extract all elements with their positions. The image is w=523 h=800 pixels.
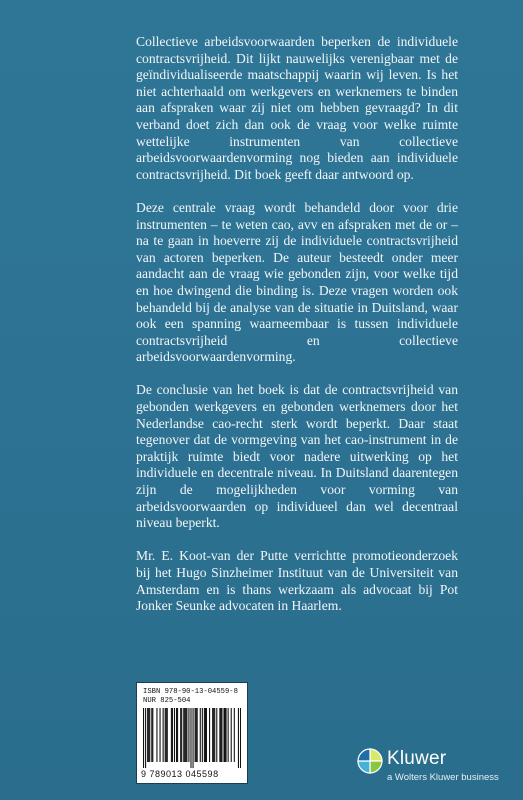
barcode-bar — [206, 708, 207, 762]
logo-quadrant — [358, 749, 370, 761]
barcode-bar — [186, 708, 187, 762]
barcode-bar — [181, 708, 182, 762]
barcode-bar — [180, 708, 181, 762]
barcode-bar — [219, 708, 220, 762]
barcode-bar — [184, 708, 185, 762]
blurb-paragraph-1: Collectieve arbeidsvoorwaarden beperken de individuele contractsvrijheid. Dit lijkt nauwelijks verenigbaar met de geïndividualiseerde maatschappij waarin wij leven. Is het niet achterhaald om werkgevers en werknemers te binden aan afspraken waar zij niet om hebben gevraagd? In dit verband doet zich dan ook de vraag voor welke ruimte wettelijke instrumenten van collectieve arbeidsvoorwaardenvorming nog bieden aan individuele contractsvrijheid. Dit boek geeft daar antwoord op. — [136, 34, 458, 182]
blurb-paragraph-3: De conclusie van het boek is dat de contractsvrijheid van gebonden werkgevers en gebonden werknemers door het Nederlandse cao-recht sterk wordt beperkt. Daar staat tegenover dat de vormgeving van het cao-instrument in de praktijk ruimte biedt voor nadere uitwerking op het individuele en decentrale niveau. In Duitsland daarentegen zijn de mogelijkheden voor vorming van arbeidsvoorwaarden op individueel dan wel decentraal niveau beperkt. — [136, 382, 458, 531]
barcode-bar — [196, 708, 197, 762]
barcode-bar — [151, 708, 152, 762]
barcode-bar — [202, 708, 203, 762]
blurb-text — [136, 34, 458, 631]
barcode-bar — [166, 708, 167, 762]
author-bio: Mr. E. Koot-van der Putte verrichtte promotieonderzoek bij het Hugo Sinzheimer Instituut van de Universiteit van Amsterdam en is thans werkzaam als advocaat bij Pot Jonker Seunke advocaten in Haarlem. — [136, 548, 458, 614]
barcode-bar — [195, 708, 196, 762]
barcode-bar — [200, 708, 201, 762]
barcode-bar — [163, 708, 164, 762]
barcode-bar — [209, 708, 210, 762]
barcode-bar — [174, 708, 175, 762]
publisher-name: Kluwer — [387, 748, 447, 769]
barcode-bar — [156, 708, 157, 762]
barcode-bar — [160, 708, 161, 762]
barcode-bar — [183, 708, 184, 762]
barcode-bar — [177, 708, 178, 762]
logo-quadrant — [370, 749, 382, 761]
publisher-tagline: a Wolters Kluwer business — [387, 772, 499, 783]
barcode-bar — [148, 708, 149, 762]
barcode-digits: 9 789013 045598 — [141, 769, 219, 779]
barcode-bar — [171, 708, 172, 762]
barcode-bar — [240, 708, 241, 768]
barcode-bar — [143, 708, 144, 768]
barcode-bar — [165, 708, 166, 762]
barcode-bar — [223, 708, 224, 762]
barcode-bar — [185, 708, 186, 762]
barcode-bar — [147, 708, 148, 762]
barcode-panel — [136, 682, 248, 784]
logo-quadrant — [370, 761, 382, 773]
barcode-bar — [212, 708, 213, 762]
barcode-bar — [224, 708, 225, 762]
barcode-image — [143, 708, 241, 768]
logo-quadrant — [358, 761, 370, 773]
barcode-bar — [234, 708, 235, 762]
barcode-bar — [145, 708, 146, 768]
barcode-bar — [214, 708, 215, 762]
barcode-bar — [149, 708, 150, 762]
barcode-bar — [238, 708, 239, 768]
barcode-bar — [226, 708, 227, 762]
barcode-bar — [188, 708, 189, 762]
barcode-bar — [221, 708, 222, 762]
barcode-bar — [193, 708, 194, 768]
barcode-bar — [176, 708, 177, 762]
barcode-bar — [190, 708, 191, 768]
barcode-bar — [172, 708, 173, 762]
isbn-text — [143, 688, 238, 706]
barcode-bar — [204, 708, 205, 762]
barcode-bar — [213, 708, 214, 762]
nur-number: NUR 825-504 — [143, 697, 191, 705]
barcode-bar — [228, 708, 229, 762]
barcode-bar — [220, 708, 221, 762]
barcode-bar — [167, 708, 168, 762]
isbn-number: ISBN 978-90-13-04559-8 — [143, 688, 238, 696]
barcode-bar — [152, 708, 153, 762]
barcode-bar — [216, 708, 217, 762]
barcode-bar — [231, 708, 232, 762]
publisher-logo — [357, 748, 517, 788]
kluwer-logo-icon — [357, 748, 383, 774]
barcode-bar — [197, 708, 198, 762]
barcode-bar — [205, 708, 206, 762]
blurb-paragraph-2: Deze centrale vraag wordt behandeld door voor drie instrumenten – te weten cao, avv en afspraken met de or – na te gaan in hoeverre zij de individuele contractsvrijheid van actoren beperken. De auteur besteedt onder meer aandacht aan de vraag wie gebonden zijn, voor welke tijd en hoe dwingend die binding is. Deze vragen worden ook behandeld bij de analyse van de situatie in Duitsland, waar ook een spanning waarneembaar is tussen individuele contractsvrijheid en collectieve arbeidsvoorwaardenvorming. — [136, 199, 458, 365]
